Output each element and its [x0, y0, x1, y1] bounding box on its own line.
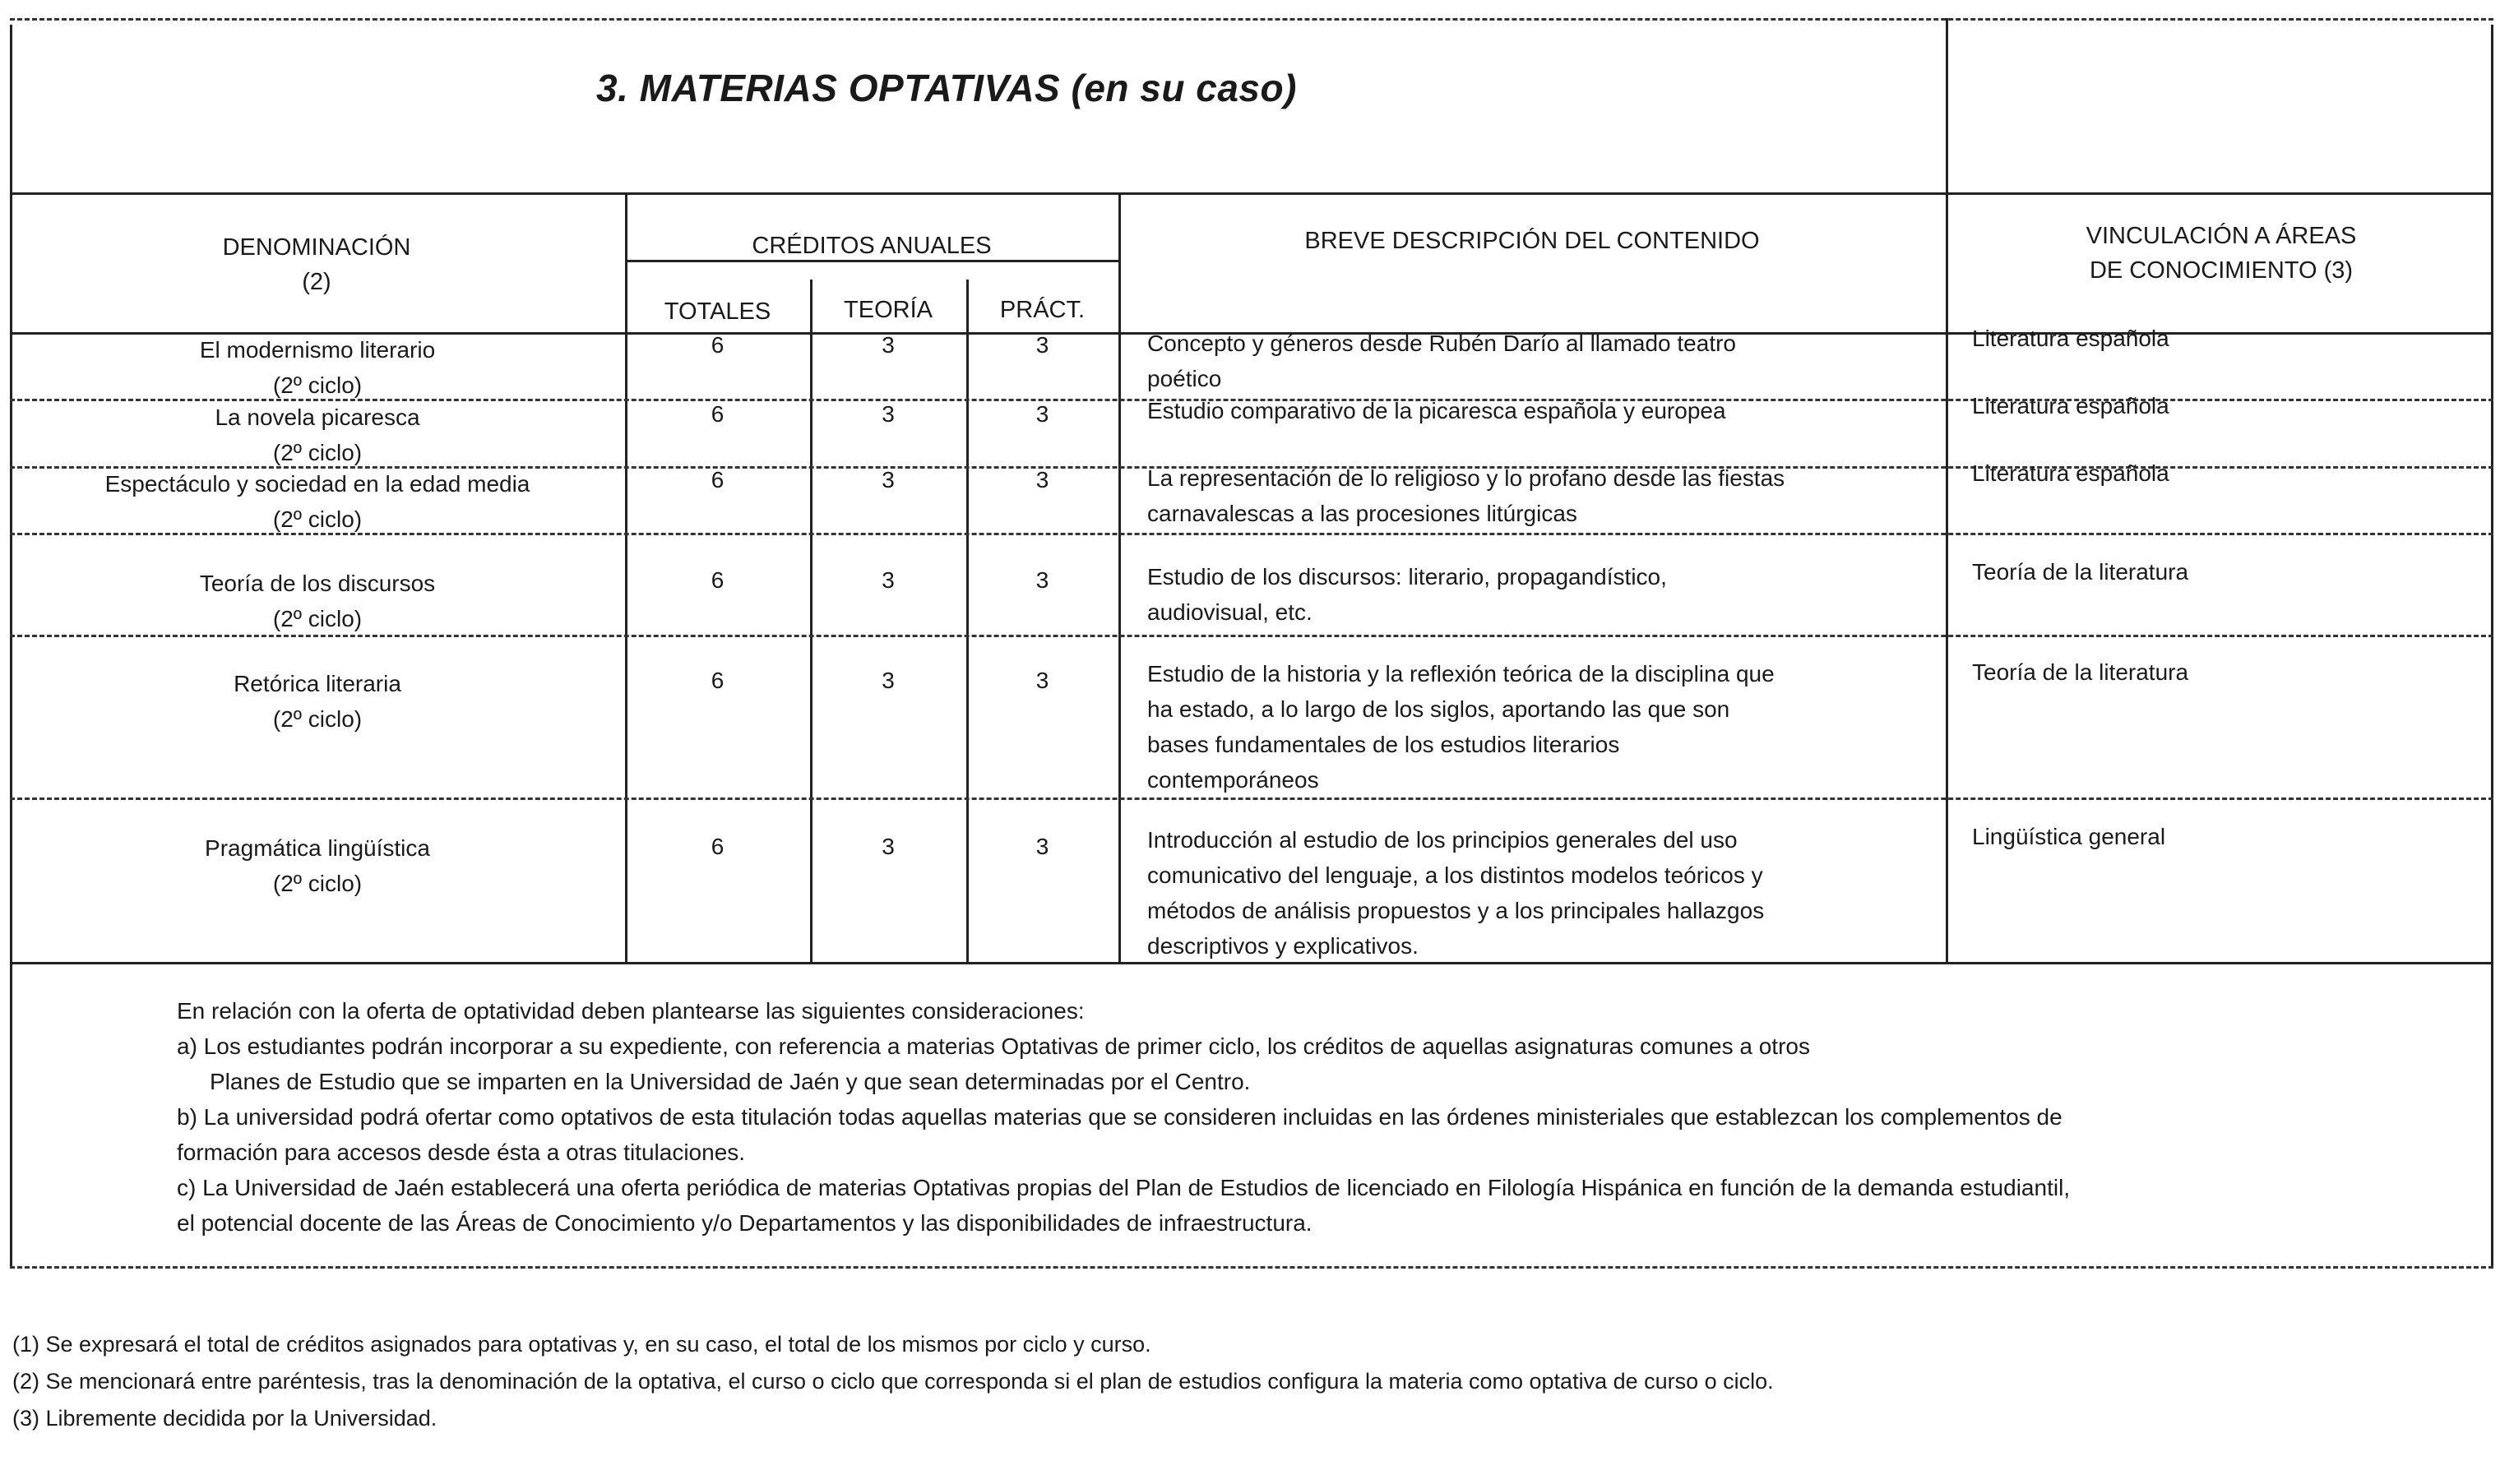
row-3-practicas: 3 [1035, 467, 1049, 492]
row-1-ciclo: (2º ciclo) [272, 372, 363, 398]
header-teoria: TEORÍA [844, 297, 933, 323]
header-vinculacion [1946, 219, 2497, 288]
row-5-area: Teoría de la literatura [1972, 659, 2189, 685]
row-6-descripcion [1147, 822, 1764, 964]
row-6-desc-line: Introducción al estudio de los principios generales del uso [1147, 827, 1738, 853]
row-4-practicas: 3 [1035, 567, 1049, 593]
row-5-practicas: 3 [1035, 668, 1049, 693]
top-border [10, 18, 2493, 21]
frame-bottom-border [10, 1266, 2493, 1269]
header-vinculacion-line1: VINCULACIÓN A ÁREAS [2086, 223, 2357, 249]
footnotes [12, 1326, 1774, 1437]
row-5-teoria: 3 [882, 668, 895, 693]
note-line: formación para accesos desde ésta a otras titulaciones. [177, 1140, 746, 1165]
header-denominacion-note: (2) [302, 269, 331, 295]
footnote-3: (3) Libremente decidida por la Universidad. [12, 1406, 438, 1431]
header-practicas: PRÁCT. [999, 297, 1086, 323]
table-row-4-name [10, 566, 625, 636]
row-6-area: Lingüística general [1972, 824, 2166, 849]
row-5-desc-line: bases fundamentales de los estudios literarios [1147, 732, 1620, 757]
header-denominacion-label: DENOMINACIÓN [222, 234, 411, 261]
row-1-totales: 6 [711, 332, 725, 358]
row-1-area: Literatura española [1972, 326, 2169, 351]
table-row-1-name [10, 332, 625, 403]
row-4-totales: 6 [711, 567, 725, 593]
row-2-denominacion: La novela picaresca [215, 405, 420, 430]
row-6-desc-line: descriptivos y explicativos. [1147, 933, 1419, 959]
footnote-1: (1) Se expresará el total de créditos asignados para optativas y, en su caso, el total de los mismos por ciclo y curso. [12, 1332, 1151, 1357]
header-totales: TOTALES [664, 298, 771, 325]
row-1-denominacion: El modernismo literario [199, 337, 436, 363]
table-row-2-name [10, 400, 625, 470]
note-line: b) La universidad podrá ofertar como optativos de esta titulación todas aquellas materias que se consideren incluidas en las órdenes ministeriales que establezcan los complementos de [177, 1104, 2062, 1130]
row-5-desc-line: Estudio de la historia y la reflexión teórica de la disciplina que [1147, 661, 1775, 687]
table-row-6-name [10, 830, 625, 901]
row-3-desc-line: La representación de lo religioso y lo profano desde las fiestas [1147, 465, 1785, 491]
row-6-practicas: 3 [1035, 834, 1049, 859]
row-5-desc-line: contemporáneos [1147, 767, 1319, 793]
row-4-descripcion [1147, 559, 1667, 630]
row-3-area: Literatura española [1972, 460, 2169, 486]
row-5-denominacion: Retórica literaria [234, 671, 401, 696]
note-line: c) La Universidad de Jaén establecerá una oferta periódica de materias Optativas propias del Plan de Estudios de licenciado en Filología Hispánica en función de la demanda estudiantil, [177, 1175, 2071, 1200]
header-descripcion: BREVE DESCRIPCIÓN DEL CONTENIDO [1304, 228, 1760, 254]
row-4-teoria: 3 [882, 567, 895, 593]
header-denominacion [132, 230, 502, 299]
row-3-teoria: 3 [882, 467, 895, 492]
row-1-teoria: 3 [882, 332, 895, 358]
row-6-denominacion: Pragmática lingüística [205, 835, 430, 861]
optatividad-notes [177, 993, 2070, 1241]
row-5-desc-line: ha estado, a lo largo de los siglos, aportando las que son [1147, 696, 1730, 722]
row-4-desc-line: audiovisual, etc. [1147, 599, 1312, 625]
table-row-5-name [10, 666, 625, 737]
row-rule-5 [10, 797, 2493, 800]
row-3-ciclo: (2º ciclo) [272, 506, 363, 532]
header-creditos: CRÉDITOS ANUALES [752, 233, 992, 259]
note-line: el potencial docente de las Áreas de Conocimiento y/o Departamentos y las disponibilidades de infraestructura. [177, 1210, 1312, 1236]
row-6-desc-line: comunicativo del lenguaje, a los distintos modelos teóricos y [1147, 862, 1763, 888]
row-5-descripcion [1147, 656, 1775, 797]
row-5-totales: 6 [711, 668, 725, 693]
row-1-desc-line: poético [1147, 366, 1222, 391]
row-5-ciclo: (2º ciclo) [272, 706, 363, 732]
page-title: 3. MATERIAS OPTATIVAS (en su caso) [596, 67, 1297, 109]
col-rule-4 [1118, 192, 1121, 962]
footnote-2: (2) Se mencionará entre paréntesis, tras la denominación de la optativa, el curso o ciclo que corresponda si el plan de estudios configura la materia como optativa de curso o ciclo. [12, 1369, 1774, 1394]
col-rule-5 [1946, 18, 1948, 962]
note-line: En relación con la oferta de optatividad deben plantearse las siguientes consideraciones: [177, 998, 1085, 1024]
row-2-totales: 6 [711, 401, 725, 427]
row-2-practicas: 3 [1035, 401, 1049, 427]
row-4-area: Teoría de la literatura [1972, 559, 2189, 585]
row-3-descripcion [1147, 460, 1785, 531]
row-2-ciclo: (2º ciclo) [272, 440, 363, 465]
row-3-desc-line: carnavalescas a las procesiones litúrgicas [1147, 501, 1577, 526]
row-3-denominacion: Espectáculo y sociedad en la edad media [104, 471, 530, 497]
row-2-area: Literatura española [1972, 393, 2169, 418]
row-2-desc-line: Estudio comparativo de la picaresca española y europea [1147, 398, 1726, 423]
row-1-practicas: 3 [1035, 332, 1049, 358]
header-rule [10, 192, 2493, 195]
row-4-denominacion: Teoría de los discursos [199, 571, 436, 596]
row-6-ciclo: (2º ciclo) [272, 871, 363, 896]
row-4-ciclo: (2º ciclo) [272, 606, 363, 631]
row-4-desc-line: Estudio de los discursos: literario, propagandístico, [1147, 564, 1667, 589]
row-1-descripcion [1147, 326, 1736, 396]
row-6-totales: 6 [711, 834, 725, 859]
note-line: a) Los estudiantes podrán incorporar a su expediente, con referencia a materias Optativas de primer ciclo, los créditos de aquellas asignaturas comunes a otros [177, 1033, 1810, 1059]
row-6-desc-line: métodos de análisis propuestos y a los principales hallazgos [1147, 898, 1765, 923]
table-row-3-name [10, 466, 625, 537]
row-2-descripcion [1147, 393, 1726, 428]
header-vinculacion-line2: DE CONOCIMIENTO (3) [2089, 257, 2354, 284]
row-6-teoria: 3 [882, 834, 895, 859]
row-3-totales: 6 [711, 467, 725, 492]
row-1-desc-line: Concepto y géneros desde Rubén Darío al llamado teatro [1147, 331, 1736, 356]
note-line: Planes de Estudio que se imparten en la Universidad de Jaén y que sean determinadas por el Centro. [210, 1069, 1251, 1094]
row-2-teoria: 3 [882, 401, 895, 427]
